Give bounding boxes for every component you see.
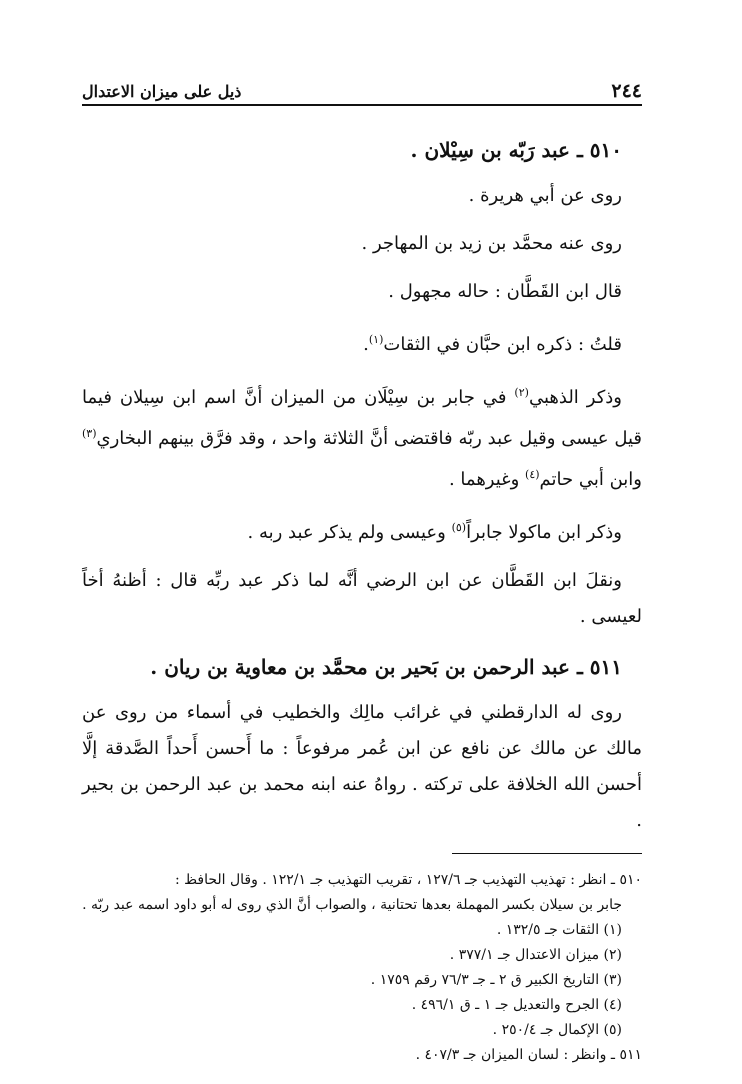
entry-510-line: روى عن أبي هريرة . (468, 185, 622, 206)
footnote-ref: (٢) (514, 386, 529, 399)
page-header (82, 76, 642, 106)
entry-510-line: ونقلَ ابن القَطَّان عن ابن الرضي أنَّه لما ذكر عبد ربِّه قال : أظنهُ أخاً لعيسى . (82, 570, 642, 627)
page-number: ٢٤٤ (611, 80, 642, 102)
entry-510-paragraph: وذكر الذهبي$^{(٢)}$ في جابر بن سِيْلَان من الميزان أنَّ اسم ابن سِيلان فيما قيل عيسى وقيل عبد ربّه فاقتضى أنَّ الثلاثة واحد ، وقد فرَّق بينهم البخاري$^{(٣)}$ وابن أبي حاتم$^{(٤)}$ وغيرهما . (82, 386, 642, 490)
entry-510-line: وذكر ابن ماكولا جابراً$^{(٥)}$ وعيسى ولم يذكر عبد ربه . (247, 521, 622, 543)
footnote-item: (١) الثقات جـ ١٣٢/٥ . (496, 922, 622, 938)
footnote-ref: (٣) (82, 427, 97, 440)
footnote-item: (٤) الجرح والتعديل جـ ١ ـ ق ٤٩٦/١ . (411, 997, 622, 1013)
footnote-ref: (١) (368, 333, 384, 346)
footnote-510-continuation: جابر بن سيلان بكسر المهملة بعدها تحتانية ، والصواب أنَّ الذي روى له أبو داود اسمه عبد ربّه . (82, 897, 622, 913)
entry-510-title: ٥١٠ ـ عبد رَبّه بن سِيْلان . (410, 138, 622, 162)
footnote-item: (٢) ميزان الاعتدال جـ ٣٧٧/١ . (449, 947, 622, 963)
footnote-item: (٥) الإكمال جـ ٢٥٠/٤ . (492, 1022, 622, 1038)
footnote-510-main: ٥١٠ ـ انظر : تهذيب التهذيب جـ ١٢٧/٦ ، تقريب التهذيب جـ ١٢٢/١ . وقال الحافظ : (174, 872, 642, 888)
running-title: ذيل على ميزان الاعتدال (82, 82, 242, 101)
footnote-ref: (٥) (451, 521, 467, 534)
footnote-divider (452, 853, 642, 854)
footnote-item: (٣) التاريخ الكبير ق ٢ ـ جـ ٧٦/٣ رقم ١٧٥٩ . (370, 972, 622, 988)
entry-510-line: روى عنه محمَّد بن زيد بن المهاجر . (361, 233, 622, 254)
entry-511-paragraph: روى له الدارقطني في غرائب مالِك والخطيب في أسماء من روى عن مالك عن مالك عن نافع عن ابن عُمر مرفوعاً : ما أَحسن أَحداً الصَّدقة إلَّا أحسن الله الخلافة على تركته . رواهُ عنه ابنه محمد بن عبد الرحمن بن بحير . (82, 702, 642, 831)
footnote-511: ٥١١ ـ وانظر : لسان الميزان جـ ٤٠٧/٣ . (415, 1047, 642, 1063)
footnote-ref: (٤) (525, 468, 540, 481)
main-text (82, 130, 642, 1068)
entry-511-title: ٥١١ ـ عبد الرحمن بن بَحير بن محمَّد بن معاوية بن ريان . (150, 655, 622, 679)
entry-510-line: قال ابن القَطَّان : حاله مجهول . (388, 281, 622, 302)
entry-510-line: قلتُ : ذكره ابن حبَّان في الثقات$^{(١)}$. (363, 333, 622, 355)
